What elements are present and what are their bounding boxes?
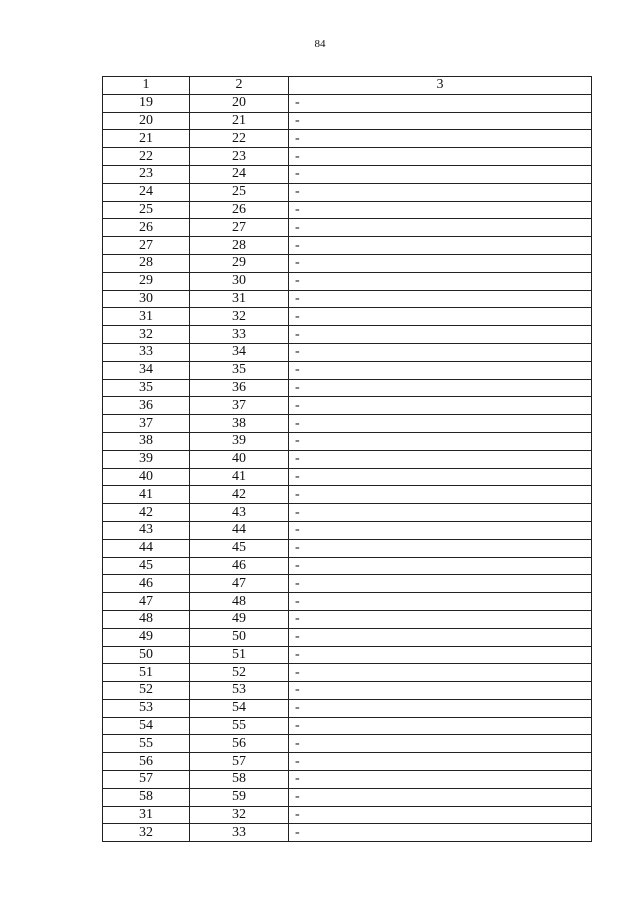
table-cell-col1: 37 — [103, 415, 190, 433]
table-cell-col1: 46 — [103, 575, 190, 593]
table-cell-col2: 21 — [190, 112, 289, 130]
table-cell-col2: 23 — [190, 148, 289, 166]
table-cell-col2: 35 — [190, 361, 289, 379]
table-cell-col3: - — [289, 361, 592, 379]
table-body — [103, 94, 592, 841]
table-cell-col3: - — [289, 610, 592, 628]
table-cell-col3: - — [289, 682, 592, 700]
table-cell-col2: 38 — [190, 415, 289, 433]
table-row — [103, 557, 592, 575]
table-cell-col1: 54 — [103, 717, 190, 735]
table-row — [103, 183, 592, 201]
table-cell-col2: 55 — [190, 717, 289, 735]
page-number: 84 — [314, 38, 326, 50]
table-row — [103, 806, 592, 824]
table-row — [103, 272, 592, 290]
table-cell-col1: 36 — [103, 397, 190, 415]
table-cell-col2: 57 — [190, 753, 289, 771]
table-row — [103, 824, 592, 842]
table-cell-col3: - — [289, 397, 592, 415]
table-row — [103, 379, 592, 397]
table-cell-col3: - — [289, 486, 592, 504]
table-cell-col3: - — [289, 450, 592, 468]
table-cell-col1: 27 — [103, 237, 190, 255]
table-cell-col3: - — [289, 148, 592, 166]
table-row — [103, 361, 592, 379]
table-row — [103, 130, 592, 148]
table-cell-col2: 28 — [190, 237, 289, 255]
table-cell-col2: 29 — [190, 254, 289, 272]
table-cell-col1: 51 — [103, 664, 190, 682]
table-cell-col1: 38 — [103, 432, 190, 450]
table-cell-col1: 20 — [103, 112, 190, 130]
table-cell-col1: 56 — [103, 753, 190, 771]
table-cell-col2: 49 — [190, 610, 289, 628]
table-cell-col3: - — [289, 326, 592, 344]
table-cell-col3: - — [289, 165, 592, 183]
table-cell-col3: - — [289, 539, 592, 557]
table-row — [103, 254, 592, 272]
table-cell-col3: - — [289, 201, 592, 219]
table-cell-col2: 45 — [190, 539, 289, 557]
table-cell-col2: 37 — [190, 397, 289, 415]
table-cell-col3: - — [289, 254, 592, 272]
table-cell-col2: 32 — [190, 806, 289, 824]
table-cell-col1: 47 — [103, 593, 190, 611]
table-cell-col2: 24 — [190, 165, 289, 183]
table-cell-col3: - — [289, 290, 592, 308]
table-cell-col1: 57 — [103, 771, 190, 789]
table-row — [103, 165, 592, 183]
table-cell-col1: 41 — [103, 486, 190, 504]
table-row — [103, 717, 592, 735]
table-row — [103, 148, 592, 166]
table-cell-col2: 34 — [190, 343, 289, 361]
table-row — [103, 610, 592, 628]
table-row — [103, 771, 592, 789]
table-row — [103, 415, 592, 433]
table-cell-col3: - — [289, 788, 592, 806]
table-cell-col2: 22 — [190, 130, 289, 148]
table-cell-col1: 44 — [103, 539, 190, 557]
table-cell-col3: - — [289, 130, 592, 148]
table-cell-col2: 25 — [190, 183, 289, 201]
table-row — [103, 735, 592, 753]
table-cell-col2: 50 — [190, 628, 289, 646]
table-row — [103, 593, 592, 611]
table-cell-col1: 42 — [103, 504, 190, 522]
table-row — [103, 326, 592, 344]
table-header-row — [103, 77, 592, 95]
table-cell-col3: - — [289, 717, 592, 735]
table-cell-col3: - — [289, 664, 592, 682]
table-cell-col1: 23 — [103, 165, 190, 183]
table-cell-col1: 31 — [103, 308, 190, 326]
table-cell-col2: 26 — [190, 201, 289, 219]
table-cell-col1: 30 — [103, 290, 190, 308]
table-row — [103, 432, 592, 450]
table-cell-col3: - — [289, 183, 592, 201]
table-cell-col2: 53 — [190, 682, 289, 700]
table-row — [103, 486, 592, 504]
table-row — [103, 468, 592, 486]
table-cell-col3: - — [289, 504, 592, 522]
table-cell-col2: 39 — [190, 432, 289, 450]
table-cell-col3: - — [289, 771, 592, 789]
table-cell-col1: 39 — [103, 450, 190, 468]
table-cell-col1: 55 — [103, 735, 190, 753]
table-cell-col1: 32 — [103, 824, 190, 842]
table-cell-col2: 41 — [190, 468, 289, 486]
table-cell-col2: 43 — [190, 504, 289, 522]
table-cell-col2: 52 — [190, 664, 289, 682]
table-cell-col3: - — [289, 628, 592, 646]
table-cell-col2: 33 — [190, 326, 289, 344]
table-cell-col2: 56 — [190, 735, 289, 753]
table-row — [103, 664, 592, 682]
table-row — [103, 682, 592, 700]
table-cell-col1: 45 — [103, 557, 190, 575]
table-cell-col1: 26 — [103, 219, 190, 237]
table-cell-col1: 31 — [103, 806, 190, 824]
table-cell-col2: 42 — [190, 486, 289, 504]
table-cell-col1: 25 — [103, 201, 190, 219]
table-cell-col2: 46 — [190, 557, 289, 575]
table-cell-col1: 19 — [103, 94, 190, 112]
table-cell-col1: 32 — [103, 326, 190, 344]
table-cell-col3: - — [289, 575, 592, 593]
table-row — [103, 788, 592, 806]
table-row — [103, 699, 592, 717]
table-cell-col2: 44 — [190, 521, 289, 539]
table-cell-col1: 28 — [103, 254, 190, 272]
table-cell-col1: 24 — [103, 183, 190, 201]
table-cell-col3: - — [289, 219, 592, 237]
table-cell-col3: - — [289, 308, 592, 326]
table-cell-col2: 58 — [190, 771, 289, 789]
table-row — [103, 397, 592, 415]
table-cell-col1: 58 — [103, 788, 190, 806]
table-cell-col1: 50 — [103, 646, 190, 664]
table-cell-col2: 54 — [190, 699, 289, 717]
table-row — [103, 575, 592, 593]
table-cell-col2: 40 — [190, 450, 289, 468]
table-cell-col2: 33 — [190, 824, 289, 842]
table-cell-col2: 47 — [190, 575, 289, 593]
table-cell-col3: - — [289, 824, 592, 842]
table-cell-col1: 49 — [103, 628, 190, 646]
column-header-2: 2 — [190, 77, 289, 95]
table-cell-col2: 51 — [190, 646, 289, 664]
table-row — [103, 94, 592, 112]
table-cell-col3: - — [289, 237, 592, 255]
table-cell-col3: - — [289, 753, 592, 771]
table-cell-col2: 31 — [190, 290, 289, 308]
table-cell-col3: - — [289, 557, 592, 575]
table-cell-col3: - — [289, 379, 592, 397]
table-row — [103, 521, 592, 539]
table-cell-col1: 34 — [103, 361, 190, 379]
table-cell-col3: - — [289, 593, 592, 611]
table-cell-col1: 43 — [103, 521, 190, 539]
table-cell-col3: - — [289, 521, 592, 539]
column-header-3: 3 — [289, 77, 592, 95]
table-cell-col2: 30 — [190, 272, 289, 290]
table-cell-col3: - — [289, 432, 592, 450]
table-row — [103, 112, 592, 130]
table-cell-col3: - — [289, 806, 592, 824]
data-table — [102, 76, 592, 842]
table-cell-col3: - — [289, 699, 592, 717]
table-row — [103, 646, 592, 664]
table-cell-col1: 35 — [103, 379, 190, 397]
table-row — [103, 628, 592, 646]
table-cell-col1: 21 — [103, 130, 190, 148]
table-cell-col1: 40 — [103, 468, 190, 486]
table-cell-col1: 52 — [103, 682, 190, 700]
table-row — [103, 201, 592, 219]
table-row — [103, 308, 592, 326]
table-cell-col2: 48 — [190, 593, 289, 611]
table-row — [103, 539, 592, 557]
table-cell-col1: 48 — [103, 610, 190, 628]
table-cell-col3: - — [289, 468, 592, 486]
column-header-1: 1 — [103, 77, 190, 95]
table-cell-col1: 33 — [103, 343, 190, 361]
table-cell-col2: 32 — [190, 308, 289, 326]
table-cell-col3: - — [289, 272, 592, 290]
table-cell-col3: - — [289, 646, 592, 664]
table-row — [103, 753, 592, 771]
table-cell-col2: 36 — [190, 379, 289, 397]
table-row — [103, 219, 592, 237]
table-cell-col3: - — [289, 343, 592, 361]
table-cell-col2: 20 — [190, 94, 289, 112]
table-row — [103, 450, 592, 468]
table-row — [103, 290, 592, 308]
table-cell-col1: 53 — [103, 699, 190, 717]
table-cell-col3: - — [289, 415, 592, 433]
table-cell-col1: 22 — [103, 148, 190, 166]
table-row — [103, 504, 592, 522]
table-cell-col1: 29 — [103, 272, 190, 290]
table-row — [103, 237, 592, 255]
table-cell-col2: 59 — [190, 788, 289, 806]
table-cell-col2: 27 — [190, 219, 289, 237]
table-cell-col3: - — [289, 94, 592, 112]
table-cell-col3: - — [289, 112, 592, 130]
table-row — [103, 343, 592, 361]
table-cell-col3: - — [289, 735, 592, 753]
